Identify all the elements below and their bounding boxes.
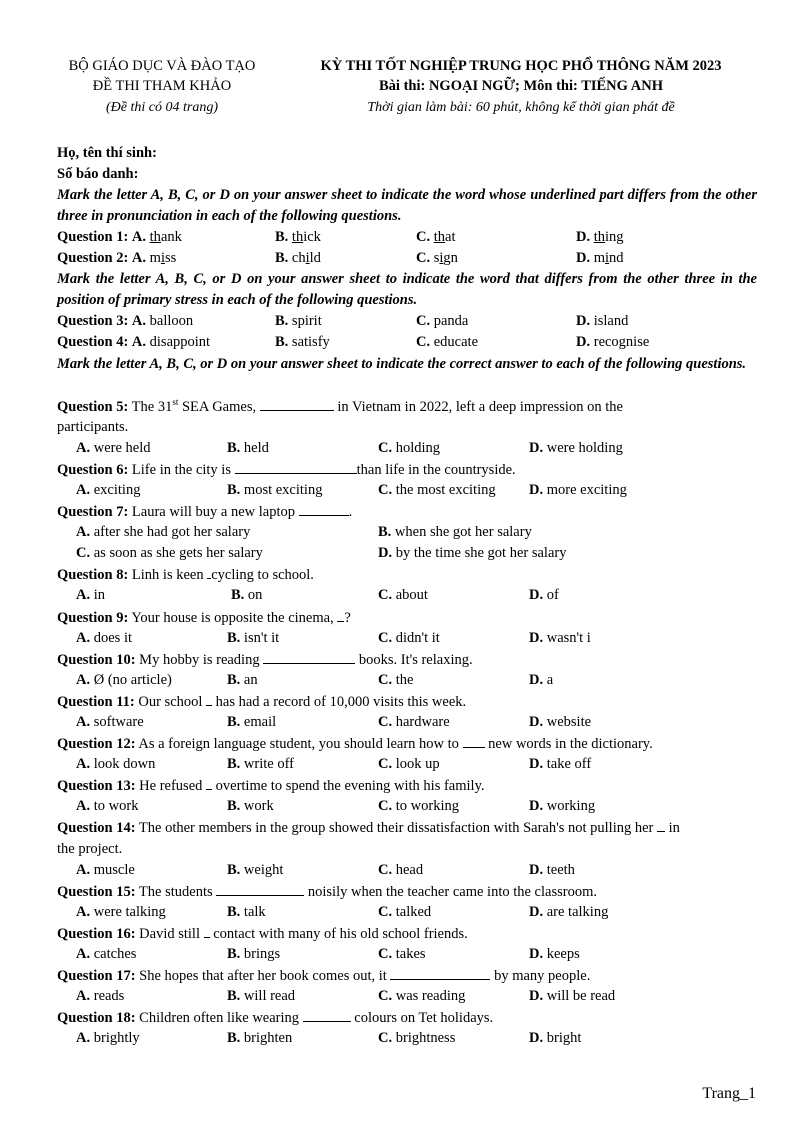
- option-a: A. to work: [76, 798, 139, 815]
- option-b: B. write off: [227, 756, 294, 773]
- option-a: A. muscle: [76, 861, 135, 878]
- option-a: A. after she had got her salary: [76, 524, 251, 541]
- option-c: C. hardware: [378, 713, 450, 730]
- option-c: C. talked: [378, 903, 432, 920]
- answer-blank: [204, 923, 210, 938]
- option-d: D. mind: [576, 250, 624, 267]
- option-b: B. child: [275, 250, 321, 267]
- answer-blank: [206, 775, 212, 790]
- option-a: thank: [149, 229, 182, 246]
- question-10-options: [57, 670, 757, 691]
- question-10-stem: Question 10: My hobby is reading books. It's relaxing.: [57, 649, 757, 670]
- option-a: A. catches: [76, 946, 137, 962]
- option-a: balloon: [149, 313, 194, 330]
- option-b: B. on: [231, 587, 263, 604]
- question-4: Question 4: A. disappoint B. satisfy C. educate D. recognise: [57, 332, 757, 353]
- option-a: A. were held: [76, 439, 151, 456]
- instruction-stress: Mark the letter A, B, C, or D on your answer sheet to indicate the word that differs from the other three in the position of primary stress in each of the following questions.: [57, 271, 757, 309]
- question-18-stem: Question 18: Children often like wearing colours on Tet holidays.: [57, 1007, 757, 1028]
- option-d: D. keeps: [529, 946, 580, 962]
- answer-blank: [390, 965, 490, 980]
- student-id-label: Số báo danh:: [57, 166, 139, 183]
- option-a: A. does it: [76, 629, 132, 646]
- option-c: C. holding: [378, 439, 441, 456]
- question-2: Question 2: A. miss B. child C. sign D. mind: [57, 248, 757, 269]
- option-a: miss: [149, 250, 177, 267]
- option-c: C. was reading: [378, 988, 466, 1005]
- option-c: C. takes: [378, 946, 426, 962]
- question-16-options: [57, 944, 757, 965]
- option-b: B. thick: [275, 229, 321, 246]
- option-a: A. look down: [76, 756, 156, 773]
- option-c: C. brightness: [378, 1030, 456, 1047]
- question-12-options: [57, 754, 757, 775]
- option-b: B. email: [227, 713, 277, 730]
- option-d: D. were holding: [529, 439, 623, 456]
- question-7-stem: Question 7: Laura will buy a new laptop .: [57, 501, 757, 522]
- option-a: A. brightly: [76, 1030, 140, 1047]
- option-d: D. island: [576, 313, 629, 330]
- option-c: C. the most exciting: [378, 481, 496, 498]
- answer-blank: [303, 1007, 351, 1022]
- question-5-options: [57, 438, 757, 459]
- question-1: Question 1: A. thank B. thick C. that D. thing: [57, 227, 757, 248]
- question-9-stem: Question 9: Your house is opposite the cinema, ?: [57, 607, 757, 628]
- option-d: D. a: [529, 671, 554, 688]
- option-b: B. most exciting: [227, 481, 323, 498]
- answer-blank: [216, 881, 304, 896]
- option-b: B. work: [227, 798, 274, 815]
- instruction-pronunciation: Mark the letter A, B, C, or D on your answer sheet to indicate the word whose underlined part differs from the other three in pronunciation in each of the following questions.: [57, 187, 757, 225]
- option-b: B. held: [227, 439, 269, 456]
- option-b: B. when she got her salary: [378, 524, 532, 541]
- option-b: B. brings: [227, 946, 281, 962]
- question-11-stem: Question 11: Our school has had a record of 10,000 visits this week.: [57, 691, 757, 712]
- option-a: A. Ø (no article): [76, 671, 172, 688]
- answer-blank: [235, 459, 357, 474]
- option-d: D. wasn't i: [529, 629, 591, 646]
- question-8-stem: Question 8: Linh is keen cycling to school.: [57, 564, 757, 585]
- option-d: D. recognise: [576, 334, 650, 351]
- question-9-options: [57, 628, 757, 649]
- question-13-options: [57, 796, 757, 817]
- page-count-note: (Đề thi có 04 trang): [106, 100, 218, 115]
- exam-subject: Bài thi: NGOẠI NGỮ; Môn thi: TIẾNG ANH: [379, 78, 663, 94]
- option-d: D. take off: [529, 756, 592, 773]
- question-18-options: [57, 1028, 757, 1049]
- option-d: D. more exciting: [529, 481, 627, 498]
- option-b: B. isn't it: [227, 629, 280, 646]
- answer-blank: [657, 817, 665, 832]
- question-8-options: [57, 585, 757, 606]
- answer-blank: [206, 691, 212, 706]
- option-a: A. in: [76, 587, 106, 604]
- question-5-stem-cont: participants.: [57, 418, 129, 435]
- option-d: D. by the time she got her salary: [378, 545, 567, 562]
- option-d: D. teeth: [529, 861, 575, 878]
- option-b: B. satisfy: [275, 334, 330, 351]
- answer-blank: [463, 733, 485, 748]
- question-17-stem: Question 17: She hopes that after her book comes out, it by many people.: [57, 965, 757, 986]
- question-16-stem: Question 16: David still contact with many of his old school friends.: [57, 923, 757, 944]
- question-11-options: [57, 712, 757, 733]
- option-d: D. are talking: [529, 903, 609, 920]
- option-c: C. the: [378, 671, 414, 688]
- exam-title: KỲ THI TỐT NGHIỆP TRUNG HỌC PHỔ THÔNG NĂM 2023: [320, 58, 722, 74]
- option-b: B. brighten: [227, 1030, 293, 1047]
- option-a: A. reads: [76, 988, 125, 1005]
- question-15-options: [57, 902, 757, 923]
- option-a: A. software: [76, 713, 144, 730]
- question-6-stem: Question 6: Life in the city is than life in the countryside.: [57, 459, 757, 480]
- option-c: C. panda: [416, 313, 469, 330]
- option-d: D. working: [529, 798, 596, 815]
- option-b: B. spirit: [275, 313, 322, 330]
- option-b: B. an: [227, 671, 258, 688]
- option-d: D. website: [529, 713, 592, 730]
- option-c: C. sign: [416, 250, 458, 267]
- option-c: C. to working: [378, 798, 459, 815]
- answer-blank: [263, 649, 355, 664]
- question-14-stem: Question 14: The other members in the group showed their dissatisfaction with Sarah's not pulling her in: [57, 817, 757, 838]
- option-c: C. as soon as she gets her salary: [76, 545, 263, 562]
- question-3: Question 3: A. balloon B. spirit C. panda D. island: [57, 311, 757, 332]
- question-7-options-ab: [57, 522, 757, 543]
- option-c: C. didn't it: [378, 629, 440, 646]
- exam-content: [57, 143, 757, 1049]
- option-a: A. exciting: [76, 481, 141, 498]
- exam-duration: Thời gian làm bài: 60 phút, không kể thời gian phát đề: [367, 100, 675, 115]
- question-6-options: [57, 480, 757, 501]
- page-number: Trang_1: [702, 1085, 756, 1102]
- option-d: D. of: [529, 587, 559, 604]
- option-c: C. educate: [416, 334, 479, 351]
- question-7-options-cd: [57, 543, 757, 564]
- answer-blank: [299, 501, 349, 516]
- student-name-label: Họ, tên thí sinh:: [57, 145, 157, 161]
- ministry-name: BỘ GIÁO DỤC VÀ ĐÀO TẠO: [68, 58, 256, 74]
- exam-type: ĐỀ THI THAM KHẢO: [92, 78, 232, 94]
- answer-blank: [260, 396, 334, 411]
- question-12-stem: Question 12: As a foreign language student, you should learn how to new words in the dictionary.: [57, 733, 757, 754]
- option-b: B. weight: [227, 861, 284, 878]
- option-b: B. will read: [227, 988, 296, 1005]
- instruction-correct-answer: Mark the letter A, B, C, or D on your answer sheet to indicate the correct answer to each of the following questions.: [57, 355, 747, 372]
- question-13-stem: Question 13: He refused overtime to spend the evening with his family.: [57, 775, 757, 796]
- question-14-options: [57, 860, 757, 881]
- option-d: D. thing: [576, 229, 624, 246]
- option-a: disappoint: [149, 334, 211, 351]
- option-c: C. look up: [378, 756, 440, 773]
- question-5-stem: Question 5: The 31st SEA Games, in Vietnam in 2022, left a deep impression on the: [57, 396, 623, 415]
- question-17-options: [57, 986, 757, 1007]
- option-a: A. were talking: [76, 903, 166, 920]
- option-c: C. that: [416, 229, 456, 246]
- option-d: D. will be read: [529, 988, 616, 1005]
- option-b: B. talk: [227, 903, 266, 920]
- option-c: C. head: [378, 861, 424, 878]
- question-15-stem: Question 15: The students noisily when the teacher came into the classroom.: [57, 881, 757, 902]
- option-c: C. about: [378, 587, 428, 604]
- question-14-stem-cont: the project.: [57, 840, 123, 857]
- option-d: D. bright: [529, 1030, 582, 1047]
